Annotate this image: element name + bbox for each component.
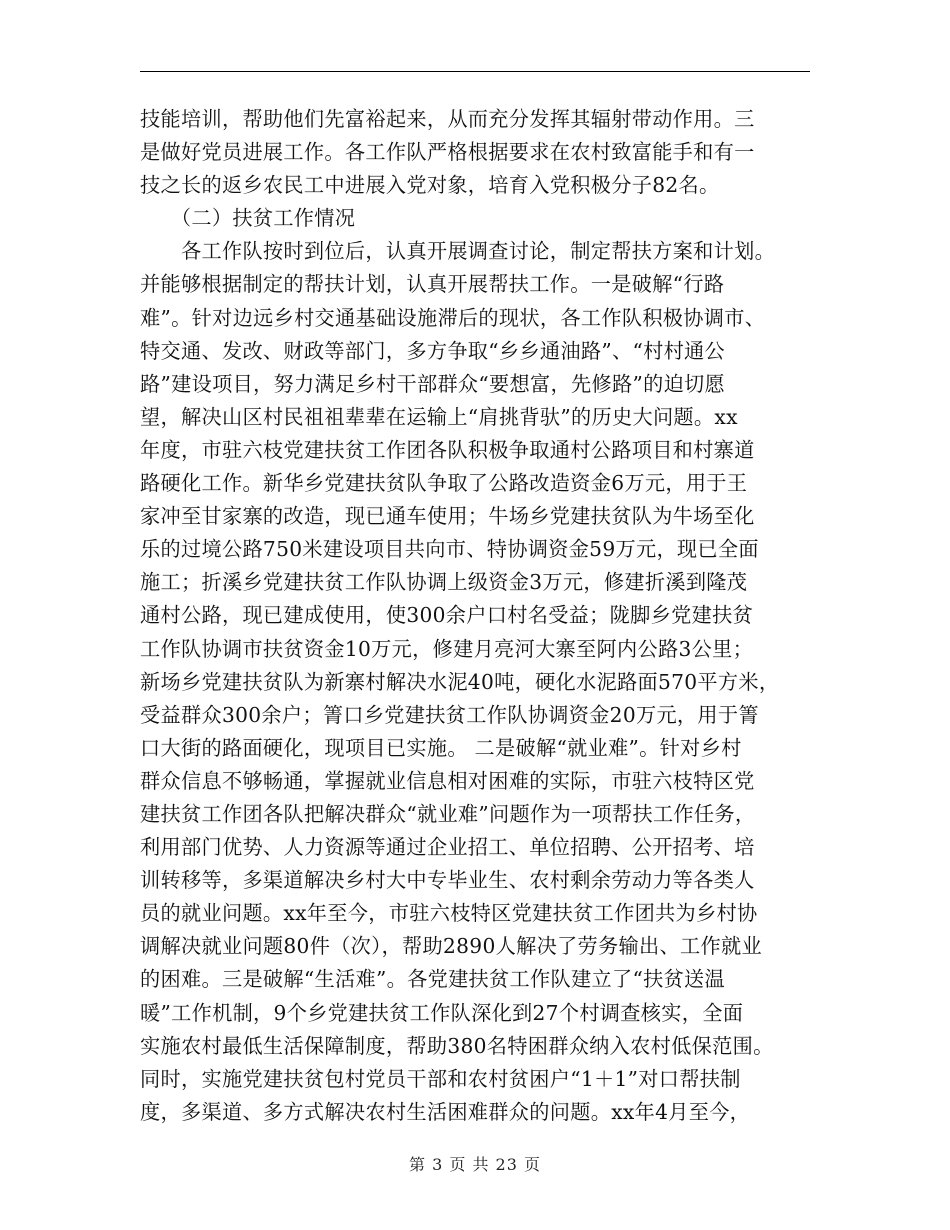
text-line: 路硬化工作。新华乡党建扶贫队争取了公路改造资金6万元，用于王 (140, 471, 748, 496)
text-line: 路”建设项目，努力满足乡村干部群众“要想富，先修路”的迫切愿 (140, 371, 726, 396)
text-line: 的困难。三是破解“生活难”。各党建扶贫工作队建立了“扶贫送温 (140, 967, 726, 992)
text-line: 技能培训，帮助他们先富裕起来，从而充分发挥其辐射带动作用。三 (140, 107, 755, 131)
text-line: 通村公路，现已建成使用，使300余户口村名受益；陇脚乡党建扶贫 (140, 603, 754, 628)
text-line: 特交通、发改、财政等部门，多方争取“乡乡通油路”、“村村通公 (140, 338, 726, 363)
text-line: 受益群众300余户；箐口乡党建扶贫工作队协调资金20万元，用于箐 (140, 702, 759, 727)
text-line: 各工作队按时到位后，认真开展调查讨论，制定帮扶方案和计划。 (140, 239, 776, 264)
text-line: 新场乡党建扶贫队为新寨村解决水泥40吨，硬化水泥路面570平方米， (140, 669, 780, 694)
text-line: 是做好党员进展工作。各工作队严格根据要求在农村致富能手和有一 (140, 140, 755, 165)
text-line: 暖”工作机制，9个乡党建扶贫工作队深化到27个村调查核实，全面 (140, 1000, 744, 1025)
text-line: 施工；折溪乡党建扶贫工作队协调上级资金3万元，修建折溪到隆茂 (140, 570, 748, 595)
text-line: 并能够根据制定的帮扶计划，认真开展帮扶工作。一是破解“行路 (140, 272, 725, 297)
text-line: 同时，实施党建扶贫包村党员干部和农村贫困户“1＋1”对口帮扶制 (140, 1066, 741, 1091)
text-line: 度，多渠道、多方式解决农村生活困难群众的问题。xx年4月至今， (140, 1099, 751, 1124)
text-line: 实施农村最低生活保障制度，帮助380名特困群众纳入农村低保范围。 (140, 1033, 774, 1058)
text-line: 调解决就业问题80件（次），帮助2890人解决了劳务输出、工作就业 (140, 934, 762, 959)
text-line: 家冲至甘家寨的改造，现已通车使用；牛场乡党建扶贫队为牛场至化 (140, 504, 755, 529)
page-footer: 第 3 页 共 23 页 (409, 1155, 541, 1174)
header-rule (140, 71, 810, 72)
text-line: 建扶贫工作团各队把解决群众“就业难”问题作为一项帮扶工作任务， (140, 801, 756, 826)
text-line: 群众信息不够畅通，掌握就业信息相对困难的实际，市驻六枝特区党 (140, 768, 755, 793)
text-line: 利用部门优势、人力资源等通过企业招工、单位招聘、公开招考、培 (140, 835, 755, 860)
text-line: 望，解决山区村民祖祖辈辈在运输上“肩挑背驮”的历史大问题。xx (140, 404, 738, 429)
text-line: 技之长的返乡农民工中进展入党对象，培育入党积极分子82名。 (140, 173, 720, 198)
text-line: 年度，市驻六枝党建扶贫工作团各队积极争取通村公路项目和村寨道 (140, 437, 755, 462)
text-line: 口大街的路面硬化，现项目已实施。 二是破解“就业难”。针对乡村 (140, 735, 742, 760)
text-line: 训转移等，多渠道解决乡村大中专毕业生、农村剩余劳动力等各类人 (140, 868, 755, 893)
text-line: 工作队协调市扶贫资金10万元，修建月亮河大寨至阿内公路3公里； (140, 636, 754, 661)
text-line: 乐的过境公路750米建设项目共向市、特协调资金59万元，现已全面 (140, 537, 759, 562)
document-body (140, 103, 810, 1129)
text-line: 难”。针对边远乡村交通基础设施滞后的现状，各工作队积极协调市、 (140, 305, 766, 330)
text-line: （二）扶贫工作情况 (140, 206, 356, 231)
text-line: 员的就业问题。xx年至今，市驻六枝特区党建扶贫工作团共为乡村协 (140, 901, 758, 926)
